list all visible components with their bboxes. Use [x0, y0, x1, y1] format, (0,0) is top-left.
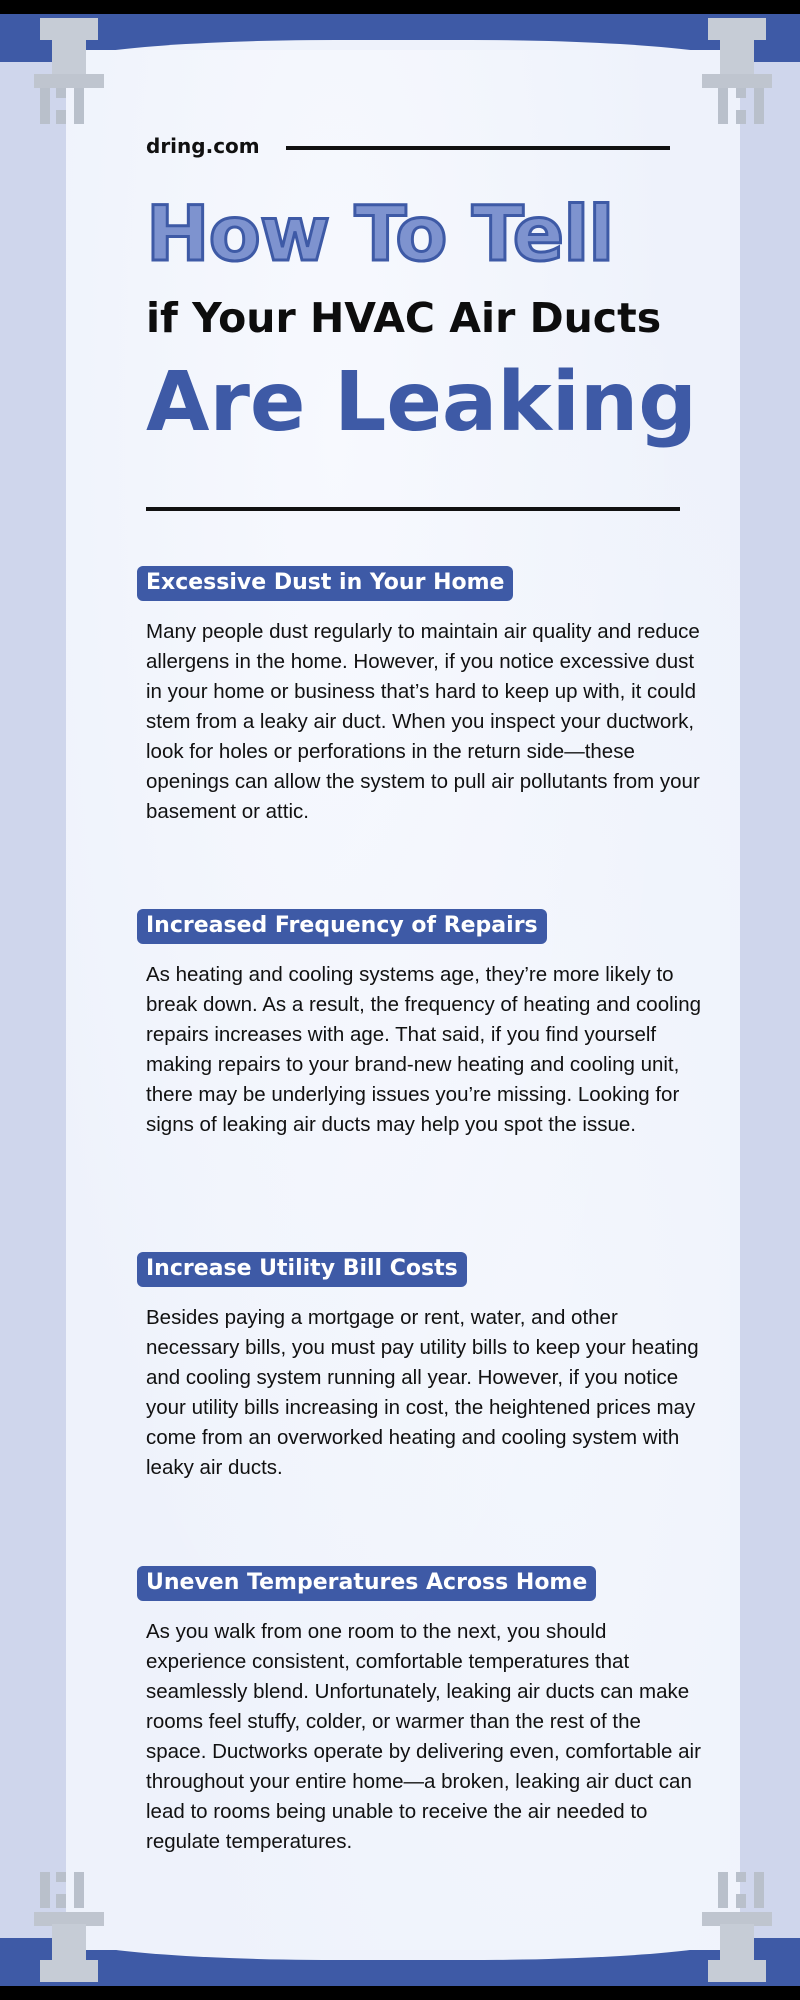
title-divider — [146, 507, 680, 511]
site-name: dring.com — [146, 134, 260, 158]
bracket-marks-icon — [40, 88, 96, 124]
section-heading: Uneven Temperatures Across Home — [137, 1566, 596, 1601]
section-excessive-dust — [146, 566, 706, 827]
header-divider — [286, 146, 670, 150]
title-line-1: How To Tell — [146, 189, 614, 278]
bracket-marks-icon — [718, 1872, 774, 1908]
section-heading: Excessive Dust in Your Home — [137, 566, 513, 601]
title-line-2: if Your HVAC Air Ducts — [146, 294, 662, 342]
section-heading: Increased Frequency of Repairs — [137, 909, 547, 944]
bracket-marks-icon — [718, 88, 774, 124]
title-line-3: Are Leaking — [146, 355, 697, 450]
section-utility-bills — [146, 1252, 706, 1483]
section-body: As heating and cooling systems age, they’re more likely to break down. As a result, the frequency of heating and cooling repairs increases with age. That said, if you find yourself making repairs to your brand-new heating and cooling unit, there may be underlying issues you’re missing. Looking for signs of leaking air ducts may help you spot the issue. — [146, 963, 702, 1136]
section-uneven-temperatures — [146, 1566, 706, 1857]
bracket-marks-icon — [40, 1872, 96, 1908]
section-body: Many people dust regularly to maintain air quality and reduce allergens in the home. However, if you notice excessive dust in your home or business that’s hard to keep up with, it could stem from a leaky air duct. When you inspect your ductwork, look for holes or perforations in the return side—these openings can allow the system to pull air pollutants from your basement or attic. — [146, 620, 700, 823]
section-repairs — [146, 909, 706, 1140]
section-body: Besides paying a mortgage or rent, water, and other necessary bills, you must pay utility bills to keep your heating and cooling system running all year. However, if you notice your utility bills increasing in cost, the heightened prices may come from an overworked heating and cooling system with leaky air ducts. — [146, 1306, 699, 1479]
section-heading: Increase Utility Bill Costs — [137, 1252, 467, 1287]
section-body: As you walk from one room to the next, you should experience consistent, comfortable temperatures that seamlessly blend. Unfortunately, leaking air ducts can make rooms feel stuffy, colder, or warmer than the rest of the space. Ductworks operate by delivering even, comfortable air throughout your entire home—a broken, leaking air duct can lead to rooms being unable to receive the air needed to regulate temperatures. — [146, 1620, 701, 1853]
